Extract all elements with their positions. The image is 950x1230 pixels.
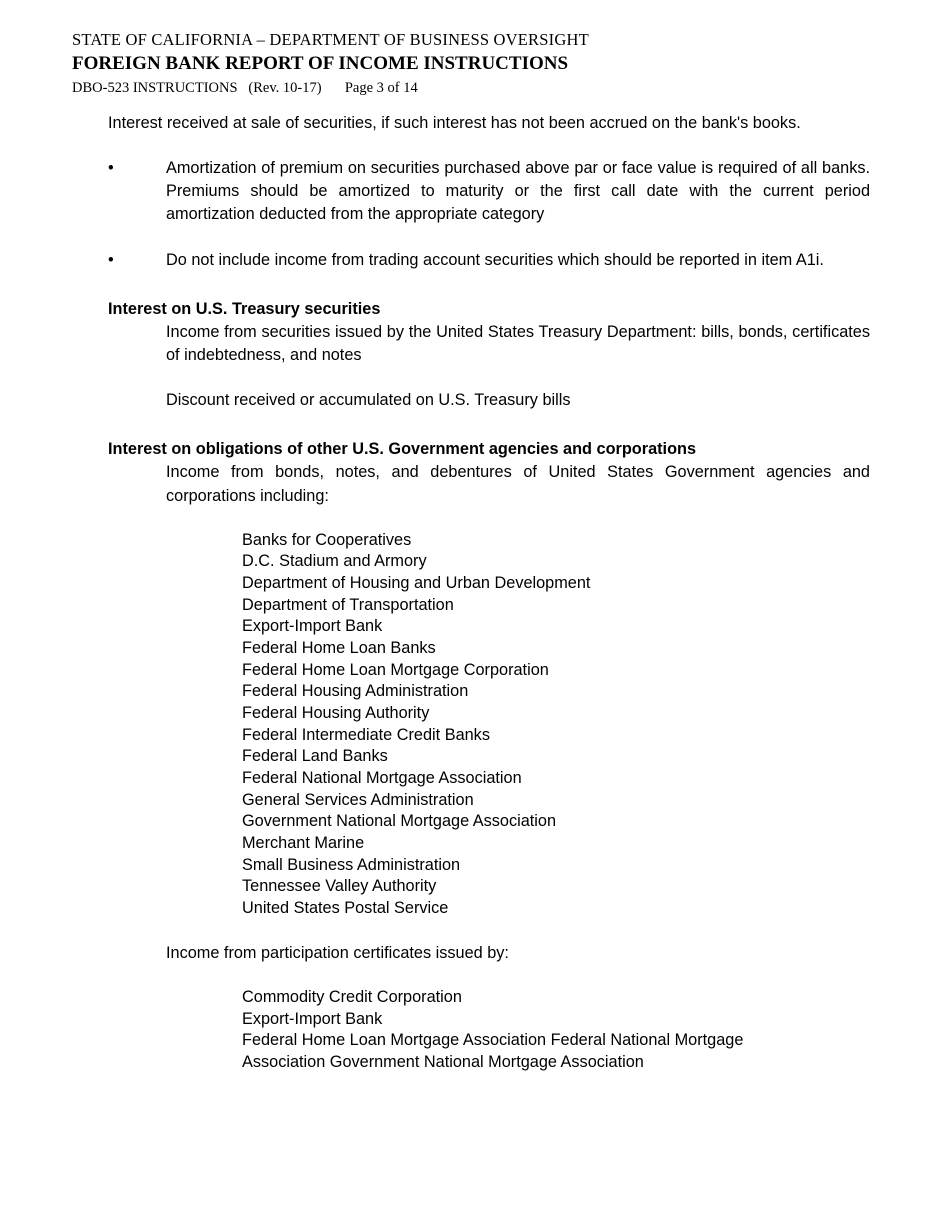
agencies-paragraph-1: Income from bonds, notes, and debentures of United States Government agencies and corporations including: (166, 463, 870, 505)
list-item: Federal Land Banks (242, 747, 388, 766)
list-item: Association Government National Mortgage Association (242, 1052, 644, 1071)
section-heading-agencies: Interest on obligations of other U.S. Government agencies and corporations (108, 440, 697, 459)
list-item: United States Postal Service (242, 899, 449, 918)
intro-paragraph: Interest received at sale of securities, if such interest has not been accrued on the bank's books. (108, 114, 801, 132)
certificate-list (242, 987, 870, 1074)
list-item: Banks for Cooperatives (242, 530, 412, 549)
agency-name: STATE OF CALIFORNIA – DEPARTMENT OF BUSINESS OVERSIGHT (72, 30, 589, 49)
list-item: Federal Housing Administration (242, 682, 469, 701)
list-item: Export-Import Bank (242, 1009, 383, 1028)
treasury-paragraph-2: Discount received or accumulated on U.S. Treasury bills (166, 391, 571, 410)
list-item: Tennessee Valley Authority (242, 877, 437, 896)
agencies-paragraph-2: Income from participation certificates issued by: (166, 943, 509, 962)
list-item: General Services Administration (242, 790, 474, 809)
bullet-text: Do not include income from trading account securities which should be reported in item A1i. (166, 250, 824, 269)
page-number: Page 3 of 14 (344, 79, 418, 96)
form-meta-line (72, 79, 882, 97)
list-item: Federal Housing Authority (242, 704, 430, 723)
list-item: Small Business Administration (242, 855, 461, 874)
list-item: Federal Intermediate Credit Banks (242, 725, 490, 744)
list-item: Government National Mortgage Association (242, 812, 557, 831)
form-id: DBO-523 INSTRUCTIONS (72, 79, 238, 96)
list-item: D.C. Stadium and Armory (242, 552, 427, 571)
page-header (72, 30, 882, 97)
document-body (108, 112, 870, 1074)
list-item: Federal Home Loan Mortgage Corporation (242, 660, 549, 679)
bullet-item (108, 249, 870, 272)
list-item: Federal Home Loan Banks (242, 639, 436, 658)
bullet-marker: • (108, 159, 114, 178)
bullet-item (108, 157, 870, 226)
form-revision: (Rev. 10-17) (248, 79, 322, 96)
list-item: Commodity Credit Corporation (242, 987, 462, 1006)
section-heading-treasury: Interest on U.S. Treasury securities (108, 299, 381, 318)
list-item: Federal Home Loan Mortgage Association Federal National Mortgage (242, 1031, 744, 1050)
bullet-text: Amortization of premium on securities purchased above par or face value is required of all banks. Premiums should be amortized to maturity or the first call date with the current period amortization deducted from the appropriate category (166, 159, 870, 224)
bullet-marker: • (108, 250, 114, 269)
agency-list (242, 530, 870, 920)
list-item: Department of Transportation (242, 595, 454, 614)
document-title: FOREIGN BANK REPORT OF INCOME INSTRUCTIONS (72, 52, 569, 74)
list-item: Federal National Mortgage Association (242, 769, 522, 788)
treasury-paragraph-1: Income from securities issued by the United States Treasury Department: bills, bonds, certificates of indebtedness, and notes (166, 322, 870, 364)
list-item: Merchant Marine (242, 834, 365, 853)
list-item: Department of Housing and Urban Development (242, 574, 591, 593)
list-item: Export-Import Bank (242, 617, 383, 636)
